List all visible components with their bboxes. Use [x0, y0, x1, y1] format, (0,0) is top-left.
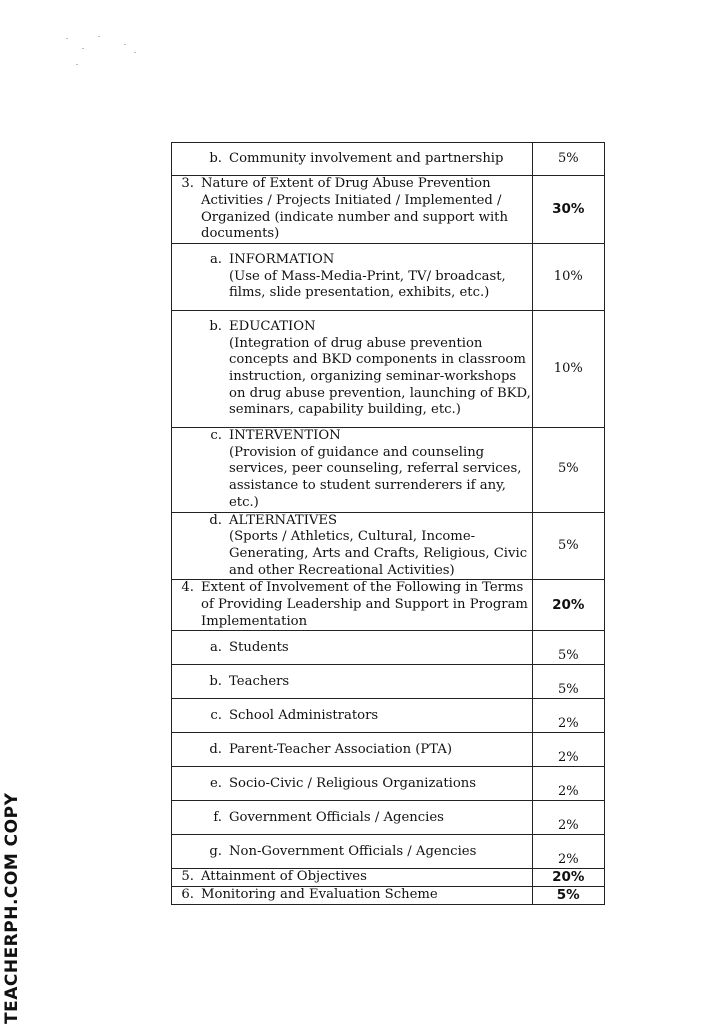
- criterion-marker: a.: [209, 639, 222, 655]
- criterion-title: Socio-Civic / Religious Organizations: [229, 775, 477, 791]
- criterion-text: [229, 844, 532, 861]
- criterion-title: EDUCATION: [229, 318, 316, 334]
- criterion-marker: 5.: [181, 869, 194, 885]
- criterion-description: [172, 699, 533, 733]
- criteria-row: [172, 869, 605, 887]
- criterion-text: [229, 319, 532, 419]
- criteria-row: [172, 801, 605, 835]
- criterion-item: [172, 640, 532, 657]
- criterion-text: [201, 887, 532, 904]
- criterion-text: [229, 640, 532, 657]
- criterion-text: [229, 151, 532, 168]
- criteria-row: [172, 143, 605, 176]
- criterion-text: [201, 580, 532, 630]
- criterion-item: [172, 252, 532, 302]
- criterion-weight: 5%: [532, 631, 605, 665]
- criterion-marker: 6.: [181, 887, 194, 903]
- criterion-title: School Administrators: [229, 707, 379, 723]
- criteria-row: [172, 631, 605, 665]
- criterion-item: [172, 869, 532, 886]
- criterion-weight: 2%: [532, 835, 605, 869]
- criterion-weight: 10%: [532, 311, 605, 428]
- criterion-title: ALTERNATIVES: [229, 512, 338, 528]
- criterion-title: INFORMATION: [229, 251, 335, 267]
- criterion-item: [172, 810, 532, 827]
- criterion-title: Attainment of Objectives: [201, 869, 367, 885]
- criterion-weight: 2%: [532, 801, 605, 835]
- criterion-title: Government Officials / Agencies: [229, 809, 444, 825]
- criterion-description: [172, 631, 533, 665]
- criterion-weight: 20%: [532, 580, 605, 631]
- criterion-description: [172, 512, 533, 580]
- criterion-text: [229, 674, 532, 691]
- criteria-row: [172, 176, 605, 244]
- criterion-weight: 5%: [532, 143, 605, 176]
- criteria-row: [172, 665, 605, 699]
- criterion-title: Teachers: [229, 673, 290, 689]
- criterion-marker: g.: [209, 843, 222, 859]
- criterion-marker: f.: [213, 809, 222, 825]
- criterion-detail: (Sports / Athletics, Cultural, Income-Generating, Arts and Crafts, Religious, Civic and other Recreational Activities): [229, 529, 528, 578]
- criterion-description: [172, 887, 533, 905]
- criterion-description: [172, 767, 533, 801]
- criterion-description: [172, 428, 533, 513]
- criterion-weight: 5%: [532, 665, 605, 699]
- criterion-text: [201, 176, 532, 243]
- criterion-item: [172, 776, 532, 793]
- criterion-description: [172, 311, 533, 428]
- criterion-weight: 2%: [532, 767, 605, 801]
- criterion-marker: d.: [209, 741, 222, 757]
- criteria-row: [172, 311, 605, 428]
- criterion-title: Monitoring and Evaluation Scheme: [201, 887, 438, 903]
- criterion-weight: 10%: [532, 244, 605, 311]
- criterion-description: [172, 733, 533, 767]
- criterion-marker: e.: [210, 775, 222, 791]
- criterion-marker: a.: [209, 251, 222, 267]
- criterion-weight: 5%: [532, 512, 605, 580]
- criterion-text: [229, 708, 532, 725]
- criterion-text: [201, 869, 532, 886]
- criterion-marker: c.: [210, 428, 222, 443]
- criterion-marker: b.: [209, 318, 222, 334]
- criterion-item: [172, 176, 532, 243]
- criterion-description: [172, 580, 533, 631]
- criterion-item: [172, 844, 532, 861]
- criterion-title: Parent-Teacher Association (PTA): [229, 741, 453, 757]
- criterion-item: [172, 674, 532, 691]
- criterion-weight: 5%: [532, 428, 605, 513]
- criterion-text: [229, 428, 532, 512]
- criterion-weight: 30%: [532, 176, 605, 244]
- criterion-marker: c.: [210, 707, 222, 723]
- criterion-description: [172, 665, 533, 699]
- criterion-item: [172, 319, 532, 419]
- criteria-row: [172, 835, 605, 869]
- criterion-description: [172, 835, 533, 869]
- criterion-marker: b.: [209, 150, 222, 166]
- criterion-detail: (Use of Mass-Media-Print, TV/ broadcast, films, slide presentation, exhibits, etc.): [229, 268, 506, 301]
- criterion-title: Community involvement and partnership: [229, 150, 504, 166]
- criterion-marker: 3.: [181, 176, 194, 192]
- criteria-row: [172, 428, 605, 513]
- criterion-marker: d.: [209, 512, 222, 528]
- criterion-item: [172, 428, 532, 512]
- criterion-description: [172, 176, 533, 244]
- criteria-row: [172, 733, 605, 767]
- criterion-item: [172, 708, 532, 725]
- criterion-item: [172, 513, 532, 580]
- criterion-weight: 2%: [532, 733, 605, 767]
- criterion-text: [229, 252, 532, 302]
- criteria-row: [172, 887, 605, 905]
- criterion-title: INTERVENTION: [229, 428, 341, 443]
- criterion-text: [229, 776, 532, 793]
- criterion-title: Nature of Extent of Drug Abuse Prevention Activities / Projects Initiated / Implemented / Organized (indicate number and support with documents): [201, 176, 508, 242]
- criteria-row: [172, 244, 605, 311]
- criteria-row: [172, 580, 605, 631]
- criterion-description: [172, 244, 533, 311]
- criterion-description: [172, 869, 533, 887]
- criterion-marker: 4.: [181, 580, 194, 596]
- scan-specks: [58, 34, 148, 74]
- criterion-marker: b.: [209, 673, 222, 689]
- criterion-description: [172, 143, 533, 176]
- criterion-detail: (Integration of drug abuse prevention concepts and BKD components in classroom instruction, organizing seminar-workshops on drug abuse prevention, launching of BKD, seminars, capability building, etc.): [229, 335, 531, 418]
- criteria-row: [172, 767, 605, 801]
- criterion-text: [229, 742, 532, 759]
- criterion-description: [172, 801, 533, 835]
- criterion-item: [172, 151, 532, 168]
- criterion-weight: 2%: [532, 699, 605, 733]
- criterion-weight: 20%: [532, 869, 605, 887]
- criterion-text: [229, 810, 532, 827]
- criteria-row: [172, 512, 605, 580]
- criterion-weight: 5%: [532, 887, 605, 905]
- criterion-item: [172, 742, 532, 759]
- watermark: TEACHERPH.COM COPY: [2, 792, 22, 1024]
- criteria-row: [172, 699, 605, 733]
- criterion-text: [229, 513, 532, 580]
- criterion-detail: (Provision of guidance and counseling services, peer counseling, referral services, assistance to student surrenderers if any, etc.): [229, 444, 522, 510]
- criteria-table: [171, 142, 605, 905]
- criterion-title: Extent of Involvement of the Following in Terms of Providing Leadership and Support in Program Implementation: [201, 580, 528, 629]
- criteria-table-body: [172, 143, 605, 905]
- criterion-title: Students: [229, 639, 289, 655]
- criterion-item: [172, 580, 532, 630]
- criterion-item: [172, 887, 532, 904]
- criterion-title: Non-Government Officials / Agencies: [229, 843, 477, 859]
